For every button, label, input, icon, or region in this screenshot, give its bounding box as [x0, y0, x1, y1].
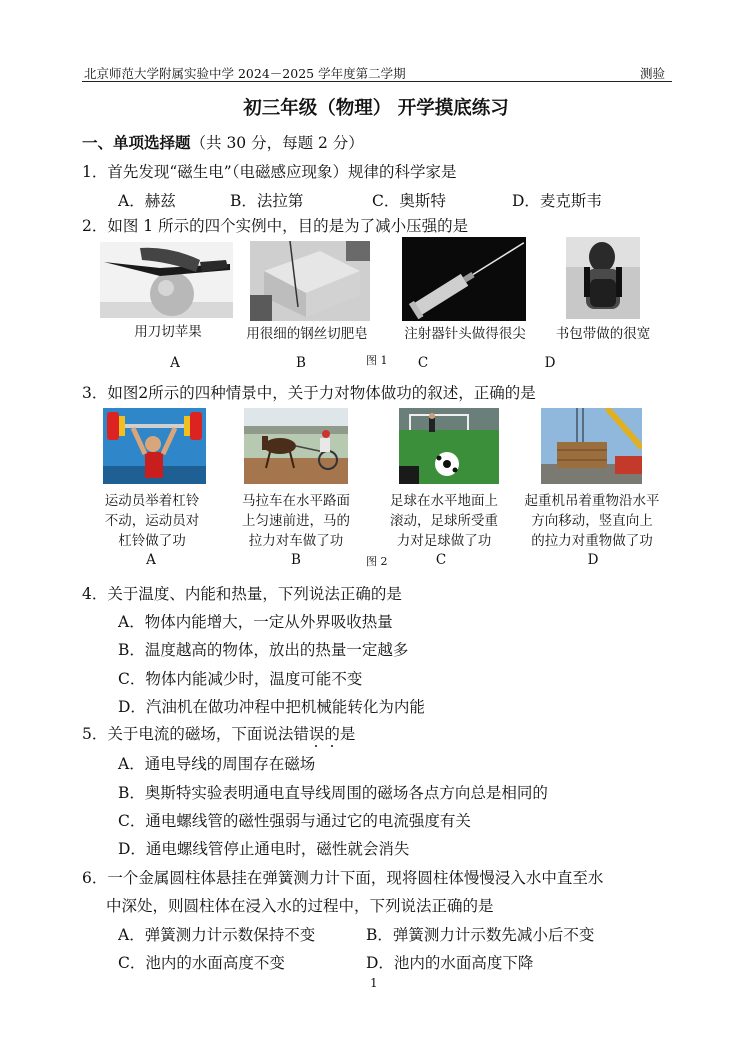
section-heading-text: 一、单项选择题	[82, 133, 191, 152]
syringe-photo	[402, 237, 526, 321]
question-1-option-b: B．法拉第	[230, 192, 304, 210]
figure-1-letter-c: C	[417, 355, 429, 371]
horse-cart-photo	[244, 408, 348, 484]
question-4-option-d: D．汽油机在做功冲程中把机械能转化为内能	[118, 698, 425, 716]
crane-photo	[541, 408, 642, 484]
figure-2-caption-d	[512, 491, 672, 551]
football-photo	[399, 408, 499, 484]
question-4-option-a: A．物体内能增大，一定从外界吸收热量	[118, 613, 393, 631]
question-5-option-d: D．通电螺线管停止通电时，磁性就会消失	[118, 840, 410, 858]
figure-1-caption-b: 用很细的钢丝切肥皂	[246, 326, 368, 342]
weightlifter-photo	[103, 408, 206, 484]
section-note: （共 30 分，每题 2 分）	[190, 134, 364, 152]
question-3-stem: 3．如图2所示的四种情景中，关于力对物体做功的叙述，正确的是	[82, 384, 536, 402]
question-6-option-b: B．弹簧测力计示数先减小后不变	[366, 926, 595, 944]
figure-2-caption-c-line-1: 足球在水平地面上	[390, 493, 498, 509]
figure-2-caption-b-line-2: 上匀速前进，马的	[242, 513, 350, 529]
question-4-option-c: C．物体内能减少时，温度可能不变	[118, 670, 363, 688]
emphasis-dot	[315, 745, 317, 747]
figure-1-letter-b: B	[296, 355, 306, 371]
figure-2-letter-b: B	[291, 552, 301, 568]
question-5-option-b: B．奥斯特实验表明通电直导线周围的磁场各点方向总是相同的	[118, 784, 548, 802]
figure-2-caption-a-line-3: 杠铃做了功	[118, 533, 186, 549]
figure-2-caption-c-line-3: 力对足球做了功	[396, 533, 492, 549]
page-title: 初三年级（物理） 开学摸底练习	[243, 98, 509, 119]
figure-1-letter-d: D	[544, 355, 556, 371]
figure-1-caption-c: 注射器针头做得很尖	[404, 326, 526, 342]
question-5-option-a: A．通电导线的周围存在磁场	[118, 755, 316, 773]
question-6-option-d: D．池内的水面高度下降	[366, 954, 534, 972]
header-tag: 测验	[640, 66, 666, 81]
figure-2-letter-a: A	[146, 552, 156, 568]
header-rule	[82, 81, 672, 82]
question-6-stem-line-2: 中深处，则圆柱体在浸入水的过程中，下列说法正确的是	[106, 897, 494, 915]
figure-2-caption-d-line-3: 的拉力对重物做了功	[531, 533, 653, 549]
question-6-stem-line-1: 6．一个金属圆柱体悬挂在弹簧测力计下面，现将圆柱体慢慢浸入水中直至水	[82, 869, 604, 887]
figure-2-letter-d: D	[587, 552, 599, 568]
figure-1-caption-d: 书包带做的很宽	[555, 326, 651, 342]
figure-2-caption-b-line-1: 马拉车在水平路面	[242, 493, 350, 509]
figure-1-label: 图 1	[366, 354, 388, 367]
figure-2-label: 图 2	[366, 555, 388, 568]
question-5-option-c: C．通电螺线管的磁性强弱与通过它的电流强度有关	[118, 812, 471, 830]
question-2-stem: 2．如图 1 所示的四个实例中，目的是为了减小压强的是	[82, 217, 469, 235]
figure-2-caption-b-line-3: 拉力对车做了功	[248, 533, 344, 549]
figure-2-letter-c: C	[435, 552, 447, 568]
question-1-option-a: A．赫兹	[118, 192, 176, 210]
figure-1-letter-a: A	[170, 355, 180, 371]
question-4-stem: 4．关于温度、内能和热量，下列说法正确的是	[82, 585, 402, 603]
figure-2-caption-a-line-2: 不动，运动员对	[104, 513, 200, 529]
figure-2-caption-c	[374, 491, 514, 551]
knife-apple-photo	[100, 242, 233, 318]
figure-2-caption-d-line-2: 方向移动，竖直向上	[531, 513, 653, 529]
emphasis-dot	[331, 745, 333, 747]
question-6-option-a: A．弹簧测力计示数保持不变	[118, 926, 316, 944]
header-school: 北京师范大学附属实验中学 2024－2025 学年度第二学期	[84, 66, 406, 81]
page-number: 1	[370, 976, 378, 990]
question-6-option-c: C．池内的水面高度不变	[118, 954, 285, 972]
figure-2-caption-c-line-2: 滚动，足球所受重	[390, 513, 498, 529]
question-1-option-c: C．奥斯特	[372, 192, 446, 210]
question-4-option-b: B．温度越高的物体，放出的热量一定越多	[118, 641, 409, 659]
figure-2-caption-d-line-1: 起重机吊着重物沿水平	[524, 493, 660, 509]
question-1-option-d: D．麦克斯韦	[512, 192, 602, 210]
figure-2-caption-b	[226, 491, 366, 551]
wire-soap-photo	[250, 241, 370, 321]
section-heading	[82, 131, 364, 153]
figure-2-caption-a	[92, 491, 212, 551]
backpack-photo	[566, 237, 640, 319]
question-5-stem: 5．关于电流的磁场，下面说法错误的是	[82, 725, 356, 743]
figure-2-caption-a-line-1: 运动员举着杠铃	[104, 493, 200, 509]
figure-1-caption-a: 用刀切苹果	[134, 324, 202, 340]
question-1-stem: 1．首先发现“磁生电”（电磁感应现象）规律的科学家是	[82, 163, 457, 181]
